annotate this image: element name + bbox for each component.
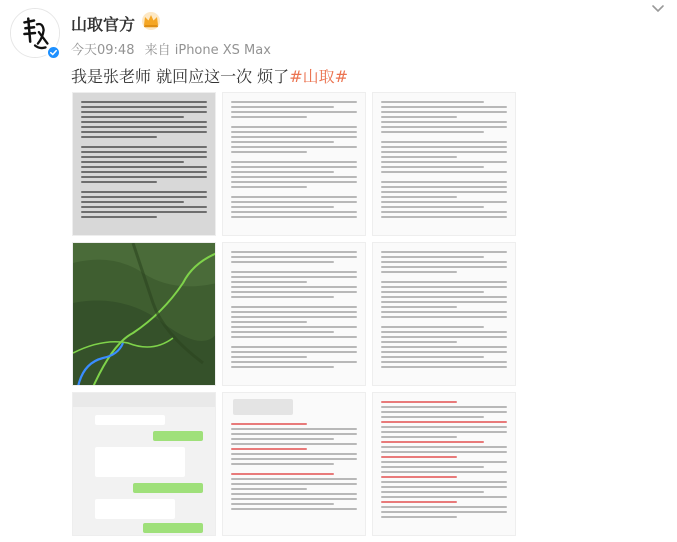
image-thumb-9[interactable]: [372, 392, 516, 536]
post-body: 我是张老师 就回应这一次 烦了: [71, 67, 290, 86]
post-time[interactable]: 今天09:48: [71, 43, 135, 58]
image-thumb-5[interactable]: [222, 242, 366, 386]
post-meta: [71, 39, 277, 58]
crown-icon[interactable]: [140, 11, 162, 31]
username[interactable]: 山取官方: [71, 15, 136, 34]
post-text: [71, 64, 348, 87]
image-thumb-1[interactable]: [72, 92, 216, 236]
chat-header: [73, 393, 216, 407]
image-grid: [72, 92, 516, 538]
image-thumb-7[interactable]: [72, 392, 216, 536]
satellite-map-image: [73, 243, 216, 386]
chevron-down-icon[interactable]: [651, 4, 665, 14]
image-thumb-2[interactable]: [222, 92, 366, 236]
hashtag-link[interactable]: #山取#: [289, 67, 349, 86]
post-source: 来自 iPhone XS Max: [144, 43, 271, 58]
image-thumb-3[interactable]: [372, 92, 516, 236]
image-thumb-6[interactable]: [372, 242, 516, 386]
image-thumb-4[interactable]: [72, 242, 216, 386]
verified-badge-icon: [46, 45, 61, 60]
image-thumb-8[interactable]: [222, 392, 366, 536]
